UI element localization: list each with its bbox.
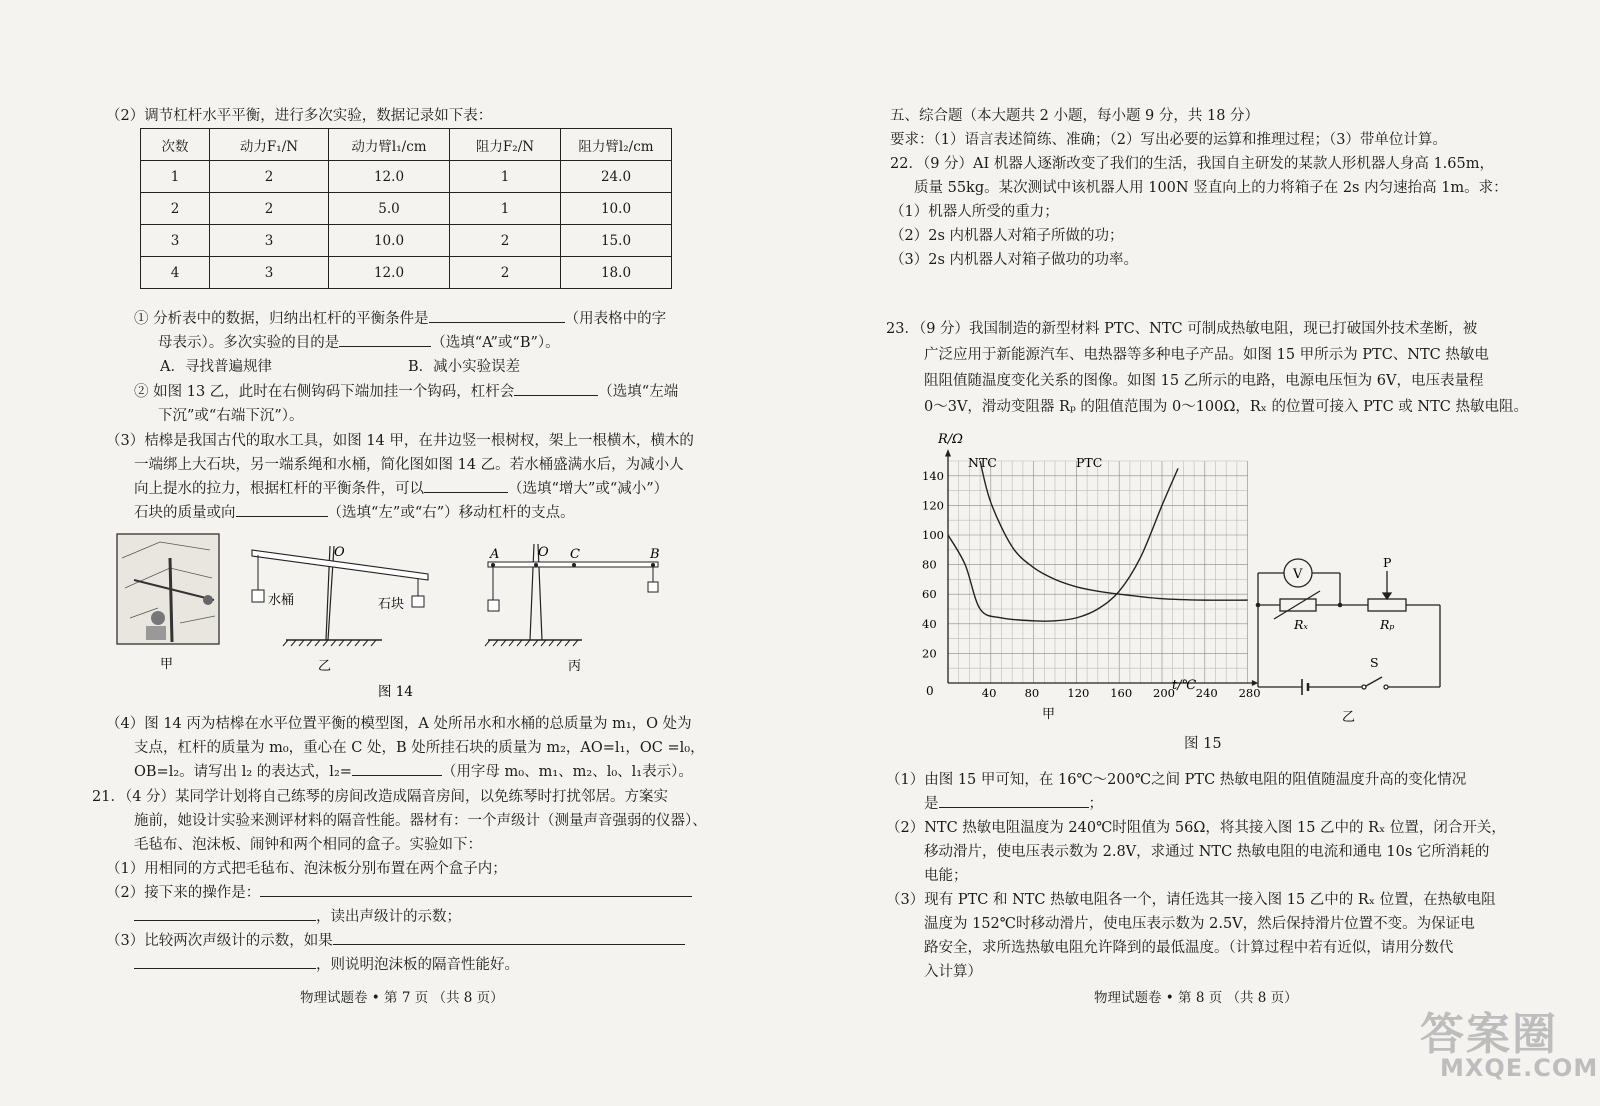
answer-blank[interactable]: [236, 502, 328, 517]
q3-line1: （3）桔槔是我国古代的取水工具，如图 14 甲，在井边竖一根树杈，架上一根横木，横木的: [106, 433, 694, 449]
table-cell: 10.0: [561, 193, 672, 225]
text: 母表示）。多次实验的目的是: [158, 335, 340, 351]
table-header: 次数: [141, 129, 210, 161]
option-a: A．寻找普遍规律: [160, 359, 272, 375]
fig14-point-a: A: [490, 547, 500, 562]
q23-sub2-line2: 移动滑片，使电压表示数为 2.8V，求通过 NTC 热敏电阻的电流和通电 10s 它所消耗的: [924, 844, 1490, 860]
fig14-yi-o: O: [334, 545, 345, 560]
q4-line1: （4）图 14 丙为桔槔在水平位置平衡的模型图，A 处所吊水和水桶的总质量为 m₁，O 处为: [106, 716, 692, 732]
table-header: 阻力臂l₂/cm: [561, 129, 672, 161]
text: 是: [924, 796, 939, 812]
watermark-logo: 答案圈: [1420, 1009, 1558, 1060]
text: 向上提水的拉力，根据杠杆的平衡条件，可以: [134, 481, 424, 497]
table-header-row: [141, 129, 672, 161]
text: ② 如图 13 乙，此时在右侧钩码下端加挂一个钩码，杠杆会: [134, 384, 515, 400]
fig14-label-jia: 甲: [160, 657, 174, 672]
q4-line2: 支点，杠杆的质量为 m₀，重心在 C 处，B 处所挂石块的质量为 m₂，AO=l₁，OC =l₀，: [134, 740, 705, 756]
y-tick-label: 140: [922, 468, 944, 483]
q21-step2: [106, 881, 692, 902]
fig14-bucket-label: 水桶: [268, 593, 295, 608]
switch-label: S: [1370, 655, 1379, 670]
chart-origin: 0: [926, 684, 934, 698]
option-b: B．减小实验误差: [408, 359, 521, 375]
x-tick-label: 80: [1024, 686, 1040, 700]
q22-sub2: （2）2s 内机器人对箱子所做的功；: [890, 228, 1124, 244]
q21-step2-b: [134, 905, 461, 926]
answer-blank[interactable]: [352, 761, 442, 776]
y-tick-label: 60: [922, 587, 937, 602]
table-cell: 1: [141, 161, 210, 193]
table-header: 阻力F₂/N: [450, 129, 561, 161]
text: （选填“增大”或“减小”）: [508, 481, 669, 497]
table-cell: 2: [450, 225, 561, 257]
table-cell: 10.0: [329, 225, 450, 257]
watermark-url: MXQE.COM: [1440, 1054, 1599, 1082]
y-tick-label: 100: [922, 528, 944, 542]
table-row: [141, 225, 672, 257]
answer-blank[interactable]: [333, 930, 685, 945]
q22-line1: 22．（9 分）AI 机器人逐渐改变了我们的生活，我国自主研发的某款人形机器人身高 1.65m，: [890, 156, 1494, 172]
q23-sub3-line2: 温度为 152℃时移动滑片，使电压表示数为 2.5V，然后保持滑片位置不变。为保证电: [924, 916, 1475, 932]
fig15-label-jia: 甲: [1042, 707, 1056, 722]
q3-line3: [134, 477, 668, 498]
q23-sub2-line3: 电能；: [924, 868, 968, 884]
q21-line2: 施前，她设计实验来测评材料的隔音性能。器材有：一个声级计（测量声音强弱的仪器）、: [134, 813, 707, 829]
table-cell: 2: [210, 161, 329, 193]
text: ，读出声级计的示数；: [316, 909, 461, 925]
table-row: [141, 193, 672, 225]
text: （用字母 m₀、m₁、m₂、l₀、l₁表示）。: [441, 764, 693, 780]
q21-line1: 21．（4 分）某同学计划将自己练琴的房间改造成隔音房间，以免练琴时打扰邻居。方案实: [92, 789, 669, 805]
text: ；: [1088, 796, 1103, 812]
text: ① 分析表中的数据，归纳出杠杆的平衡条件是: [134, 311, 429, 327]
answer-blank[interactable]: [260, 882, 692, 897]
y-tick-label: 120: [922, 498, 944, 513]
q3-line4: [134, 501, 575, 522]
x-tick-label: 200: [1153, 686, 1175, 700]
left-page: [0, 0, 790, 1106]
text: （选填“左端: [598, 384, 679, 400]
page-footer-left: 物理试题卷 • 第 7 页 （共 8 页）: [300, 990, 504, 1006]
q23-sub3-line4: 入计算）: [924, 964, 982, 980]
q23-sub2-line1: （2）NTC 热敏电阻温度为 240℃时阻值为 56Ω，将其接入图 15 乙中的 Rₓ 位置，闭合开关，: [886, 820, 1506, 836]
q23-line4: 0～3V，滑动变阻器 Rₚ 的阻值范围为 0～100Ω，Rₓ 的位置可接入 PTC 或 NTC 热敏电阻。: [924, 399, 1528, 415]
text: （3）比较两次声级计的示数，如果: [106, 933, 333, 949]
q23-sub1-line2: [924, 792, 1103, 813]
fig14-label-yi: 乙: [318, 659, 332, 674]
q23-sub3-line3: 路安全，求所选热敏电阻允许降到的最低温度。（计算过程中若有近似，请用分数代: [924, 940, 1454, 956]
answer-blank[interactable]: [424, 478, 508, 493]
q21-step3-b: [134, 953, 519, 974]
table-cell: 3: [210, 225, 329, 257]
rp-label: Rₚ: [1380, 617, 1395, 632]
table-cell: 12.0: [329, 161, 450, 193]
text: ，则说明泡沫板的隔音性能好。: [316, 957, 519, 973]
q2-sub2-line2: 下沉”或“右端下沉”）。: [158, 408, 304, 424]
text: （选填“左”或“右”）移动杠杆的支点。: [327, 505, 575, 521]
q22-line2: 质量 55kg。某次测试中该机器人用 100N 竖直向上的力将箱子在 2s 内匀速抬高 1m。求：: [914, 180, 1508, 196]
x-tick-label: 40: [981, 686, 997, 700]
fig15-circuit: [1240, 555, 1460, 725]
fig14-point-b: B: [650, 547, 660, 562]
q22-sub3: （3）2s 内机器人对箱子做功的功率。: [890, 252, 1138, 268]
q2-intro: （2）调节杠杆水平平衡，进行多次实验，数据记录如下表：: [106, 108, 493, 124]
q2-sub1-line2: [158, 331, 560, 352]
fig15-caption: 图 15: [1184, 736, 1222, 752]
series-line-ptc: [948, 468, 1178, 621]
table-cell: 2: [141, 193, 210, 225]
fig14-point-c: C: [570, 547, 580, 562]
chart-grid: [948, 461, 1248, 683]
x-tick-label: 120: [1067, 686, 1090, 700]
fig14-stone-label: 石块: [378, 597, 405, 612]
q2-sub1-line1: [134, 307, 666, 328]
text: （选填“A”或“B”）。: [431, 335, 560, 351]
x-tick-label: 280: [1238, 686, 1261, 700]
right-page: [800, 0, 1600, 1106]
fig14-caption: 图 14: [378, 684, 413, 700]
table-cell: 3: [210, 257, 329, 289]
table-cell: 3: [141, 225, 210, 257]
q23-sub1-line1: （1）由图 15 甲可知，在 16℃～200℃之间 PTC 热敏电阻的阻值随温度升高的变化情况: [886, 772, 1467, 788]
table-row: [141, 257, 672, 289]
table-cell: 2: [210, 193, 329, 225]
text: （2）接下来的操作是：: [106, 885, 261, 901]
table-row: [141, 161, 672, 193]
y-tick-label: 80: [922, 557, 937, 572]
table-header: 动力F₁/N: [210, 129, 329, 161]
rx-label: Rₓ: [1294, 617, 1308, 632]
q23-line3: 阻阻值随温度变化关系的图像。如图 15 乙所示的电路，电源电压恒为 6V，电压表量程: [924, 373, 1484, 389]
x-tick-label: 160: [1110, 686, 1133, 700]
q2-sub2-line1: [134, 380, 678, 401]
q23-line1: 23．（9 分）我国制造的新型材料 PTC、NTC 可制成热敏电阻，现已打破国外技术垄断，被: [886, 321, 1478, 337]
lever-data-table: [140, 128, 672, 289]
y-tick-label: 40: [922, 616, 937, 631]
text: 石块的质量或向: [134, 505, 236, 521]
fig14-label-bing: 丙: [568, 659, 582, 674]
table-cell: 1: [450, 161, 561, 193]
fig14-point-o: O: [538, 545, 549, 560]
q21-step3: [106, 929, 685, 950]
answer-blank[interactable]: [339, 332, 431, 347]
answer-blank[interactable]: [134, 906, 316, 921]
page-footer-right: 物理试题卷 • 第 8 页 （共 8 页）: [1094, 990, 1298, 1006]
answer-blank[interactable]: [134, 954, 316, 969]
answer-blank[interactable]: [429, 308, 565, 323]
figure-14: [100, 528, 680, 708]
y-axis-arrow: [945, 449, 951, 456]
table-cell: 12.0: [329, 257, 450, 289]
chart-x-label: t/℃: [1172, 678, 1197, 693]
table-cell: 4: [141, 257, 210, 289]
q23-line2: 广泛应用于新能源汽车、电热器等多种电子产品。如图 15 甲所示为 PTC、NTC 热敏电: [924, 347, 1489, 363]
rheostat-rp: [1368, 599, 1406, 611]
series-label-ptc: PTC: [1076, 455, 1103, 470]
q22-sub1: （1）机器人所受的重力；: [890, 204, 1059, 220]
chart-axes: [945, 449, 1258, 686]
table-cell: 5.0: [329, 193, 450, 225]
section-heading: 五、综合题（本大题共 2 小题，每小题 9 分，共 18 分）: [890, 108, 1260, 124]
y-tick-label: 20: [922, 646, 937, 661]
fig15-label-yi: 乙: [1342, 710, 1356, 725]
requirements: 要求：（1）语言表述简练、准确；（2）写出必要的运算和推理过程；（3）带单位计算。: [890, 132, 1447, 148]
table-cell: 15.0: [561, 225, 672, 257]
table-cell: 18.0: [561, 257, 672, 289]
voltmeter-label: V: [1293, 567, 1303, 582]
chart-y-label: R/Ω: [938, 432, 963, 447]
x-tick-label: 240: [1195, 686, 1218, 700]
text: OB=l₂。请写出 l₂ 的表达式，l₂=: [134, 764, 352, 780]
q21-step1: （1）用相同的方式把毛毡布、泡沫板分别布置在两个盒子内；: [106, 861, 507, 877]
q3-line2: 一端绑上大石块，另一端系绳和水桶，简化图如图 14 乙。若水桶盛满水后，为减小人: [134, 457, 684, 473]
series-label-ntc: NTC: [968, 455, 997, 470]
text: （用表格中的字: [564, 311, 667, 327]
table-cell: 1: [450, 193, 561, 225]
fig15-chart: [900, 425, 1261, 725]
q23-sub3-line1: （3）现有 PTC 和 NTC 热敏电阻各一个，请任选其一接入图 15 乙中的 Rₓ 位置，在热敏电阻: [886, 892, 1496, 908]
table-cell: 2: [450, 257, 561, 289]
chart-ticks: [922, 469, 1261, 700]
q4-line3: [134, 760, 693, 781]
answer-blank[interactable]: [939, 793, 1089, 808]
table-header: 动力臂l₁/cm: [329, 129, 450, 161]
well-sweep-illustration: [117, 534, 219, 644]
q21-line3: 毛毡布、泡沫板、闹钟和两个相同的盒子。实验如下：: [134, 837, 482, 853]
answer-blank[interactable]: [514, 381, 598, 396]
slider-label: P: [1383, 555, 1392, 570]
table-cell: 24.0: [561, 161, 672, 193]
